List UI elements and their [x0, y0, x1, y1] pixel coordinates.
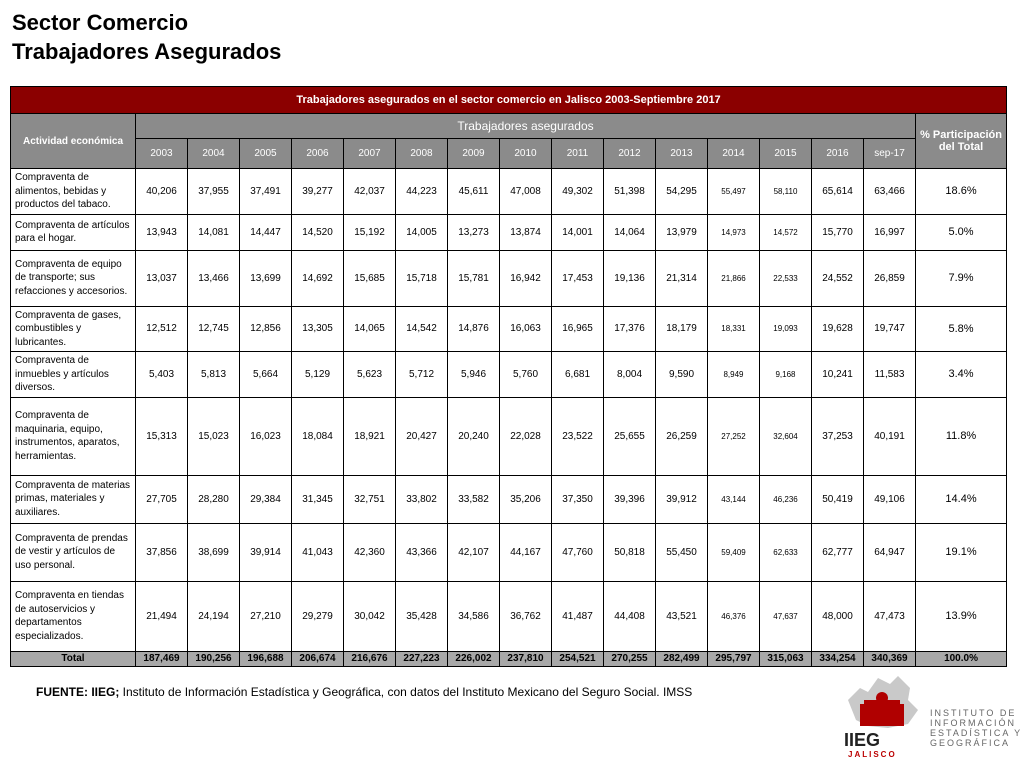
- value-cell: 46,376: [708, 581, 760, 651]
- header-group: Trabajadores asegurados: [136, 114, 916, 139]
- value-cell: 15,192: [344, 214, 396, 250]
- value-cell: 15,718: [396, 250, 448, 306]
- value-cell: 21,494: [136, 581, 188, 651]
- value-cell: 14,001: [552, 214, 604, 250]
- value-cell: 31,345: [292, 475, 344, 523]
- logo-text-line: INSTITUTO DE: [930, 708, 1017, 718]
- logo-text: [930, 708, 1022, 748]
- value-cell: 43,521: [656, 581, 708, 651]
- value-cell: 37,955: [188, 169, 240, 215]
- value-cell: 59,409: [708, 523, 760, 581]
- value-cell: 17,376: [604, 306, 656, 352]
- value-cell: 18,084: [292, 397, 344, 475]
- value-cell: 27,705: [136, 475, 188, 523]
- value-cell: 50,419: [812, 475, 864, 523]
- title-line-1: Sector Comercio: [12, 10, 189, 35]
- source-label: FUENTE: IIEG;: [36, 685, 120, 699]
- value-cell: 14,572: [760, 214, 812, 250]
- value-cell: 30,042: [344, 581, 396, 651]
- value-cell: 22,028: [500, 397, 552, 475]
- value-cell: 8,949: [708, 352, 760, 398]
- year-header: 2010: [500, 139, 552, 169]
- value-cell: 21,866: [708, 250, 760, 306]
- logo-name: IIEG: [844, 730, 881, 750]
- value-cell: 33,802: [396, 475, 448, 523]
- value-cell: 5,129: [292, 352, 344, 398]
- value-cell: 5,813: [188, 352, 240, 398]
- total-value-cell: 254,521: [552, 651, 604, 666]
- year-header: 2013: [656, 139, 708, 169]
- value-cell: 44,223: [396, 169, 448, 215]
- year-header: 2008: [396, 139, 448, 169]
- value-cell: 37,350: [552, 475, 604, 523]
- value-cell: 13,305: [292, 306, 344, 352]
- table-row: [11, 475, 1007, 523]
- activity-label: Compraventa de equipo de transporte; sus refacciones y accesorios.: [11, 250, 136, 306]
- year-header: 2006: [292, 139, 344, 169]
- activity-label: Compraventa de gases, combustibles y lubricantes.: [11, 306, 136, 352]
- header-years-row: [11, 139, 1007, 169]
- activity-label: Compraventa en tiendas de autoservicios y departamentos especializados.: [11, 581, 136, 651]
- value-cell: 5,623: [344, 352, 396, 398]
- table-row: [11, 523, 1007, 581]
- value-cell: 33,582: [448, 475, 500, 523]
- value-cell: 21,314: [656, 250, 708, 306]
- jalisco-map-icon: [838, 670, 928, 732]
- value-cell: 23,522: [552, 397, 604, 475]
- total-value-cell: 315,063: [760, 651, 812, 666]
- value-cell: 28,280: [188, 475, 240, 523]
- value-cell: 19,136: [604, 250, 656, 306]
- value-cell: 24,194: [188, 581, 240, 651]
- value-cell: 49,106: [864, 475, 916, 523]
- value-cell: 27,210: [240, 581, 292, 651]
- value-cell: 15,685: [344, 250, 396, 306]
- value-cell: 18,921: [344, 397, 396, 475]
- value-cell: 51,398: [604, 169, 656, 215]
- page-title: [12, 8, 281, 66]
- total-value-cell: 282,499: [656, 651, 708, 666]
- table-row: [11, 214, 1007, 250]
- value-cell: 41,487: [552, 581, 604, 651]
- value-cell: 22,533: [760, 250, 812, 306]
- activity-label: Compraventa de inmuebles y artículos diversos.: [11, 352, 136, 398]
- value-cell: 5,712: [396, 352, 448, 398]
- value-cell: 24,552: [812, 250, 864, 306]
- value-cell: 32,751: [344, 475, 396, 523]
- table-body: [11, 169, 1007, 667]
- value-cell: 15,770: [812, 214, 864, 250]
- value-cell: 65,614: [812, 169, 864, 215]
- value-cell: 16,965: [552, 306, 604, 352]
- value-cell: 35,206: [500, 475, 552, 523]
- value-cell: 6,681: [552, 352, 604, 398]
- activity-label: Compraventa de artículos para el hogar.: [11, 214, 136, 250]
- total-label: Total: [11, 651, 136, 666]
- year-header: sep-17: [864, 139, 916, 169]
- value-cell: 42,360: [344, 523, 396, 581]
- value-cell: 36,762: [500, 581, 552, 651]
- value-cell: 10,241: [812, 352, 864, 398]
- table-caption: Trabajadores asegurados en el sector comercio en Jalisco 2003-Septiembre 2017: [11, 87, 1007, 114]
- year-header: 2016: [812, 139, 864, 169]
- value-cell: 13,699: [240, 250, 292, 306]
- value-cell: 17,453: [552, 250, 604, 306]
- value-cell: 37,253: [812, 397, 864, 475]
- value-cell: 16,023: [240, 397, 292, 475]
- percentage-cell: 5.0%: [916, 214, 1007, 250]
- total-value-cell: 227,223: [396, 651, 448, 666]
- value-cell: 39,396: [604, 475, 656, 523]
- value-cell: 19,628: [812, 306, 864, 352]
- value-cell: 18,179: [656, 306, 708, 352]
- value-cell: 48,000: [812, 581, 864, 651]
- value-cell: 8,004: [604, 352, 656, 398]
- value-cell: 5,664: [240, 352, 292, 398]
- activity-label: Compraventa de maquinaria, equipo, instrumentos, aparatos, herramientas.: [11, 397, 136, 475]
- table-row: [11, 581, 1007, 651]
- value-cell: 27,252: [708, 397, 760, 475]
- value-cell: 14,447: [240, 214, 292, 250]
- header-percentage: % Participación del Total: [916, 114, 1007, 169]
- iieg-logo: [834, 668, 1024, 768]
- value-cell: 43,366: [396, 523, 448, 581]
- value-cell: 26,259: [656, 397, 708, 475]
- value-cell: 16,063: [500, 306, 552, 352]
- value-cell: 54,295: [656, 169, 708, 215]
- total-value-cell: 340,369: [864, 651, 916, 666]
- title-line-2: Trabajadores Asegurados: [12, 39, 282, 64]
- value-cell: 44,167: [500, 523, 552, 581]
- value-cell: 29,279: [292, 581, 344, 651]
- value-cell: 15,781: [448, 250, 500, 306]
- header-activity: Actividad económica: [11, 114, 136, 169]
- total-value-cell: 334,254: [812, 651, 864, 666]
- value-cell: 12,856: [240, 306, 292, 352]
- logo-sub: JALISCO: [848, 750, 897, 759]
- value-cell: 9,168: [760, 352, 812, 398]
- value-cell: 15,313: [136, 397, 188, 475]
- data-table-container: [10, 86, 1006, 667]
- logo-text-line: GEOGRÁFICA: [930, 738, 1011, 748]
- percentage-cell: 14.4%: [916, 475, 1007, 523]
- value-cell: 45,611: [448, 169, 500, 215]
- year-header: 2014: [708, 139, 760, 169]
- value-cell: 29,384: [240, 475, 292, 523]
- value-cell: 38,699: [188, 523, 240, 581]
- total-percentage-cell: 100.0%: [916, 651, 1007, 666]
- value-cell: 39,912: [656, 475, 708, 523]
- value-cell: 13,979: [656, 214, 708, 250]
- total-value-cell: 216,676: [344, 651, 396, 666]
- total-value-cell: 226,002: [448, 651, 500, 666]
- value-cell: 40,206: [136, 169, 188, 215]
- value-cell: 39,277: [292, 169, 344, 215]
- value-cell: 64,947: [864, 523, 916, 581]
- value-cell: 16,942: [500, 250, 552, 306]
- value-cell: 13,466: [188, 250, 240, 306]
- total-value-cell: 206,674: [292, 651, 344, 666]
- value-cell: 13,273: [448, 214, 500, 250]
- value-cell: 47,008: [500, 169, 552, 215]
- year-header: 2004: [188, 139, 240, 169]
- value-cell: 25,655: [604, 397, 656, 475]
- source-note: [36, 685, 692, 699]
- table-row: [11, 352, 1007, 398]
- total-value-cell: 196,688: [240, 651, 292, 666]
- value-cell: 14,876: [448, 306, 500, 352]
- total-value-cell: 295,797: [708, 651, 760, 666]
- value-cell: 47,637: [760, 581, 812, 651]
- value-cell: 47,760: [552, 523, 604, 581]
- total-value-cell: 237,810: [500, 651, 552, 666]
- value-cell: 62,777: [812, 523, 864, 581]
- value-cell: 20,427: [396, 397, 448, 475]
- value-cell: 9,590: [656, 352, 708, 398]
- value-cell: 14,520: [292, 214, 344, 250]
- value-cell: 14,005: [396, 214, 448, 250]
- value-cell: 18,331: [708, 306, 760, 352]
- value-cell: 44,408: [604, 581, 656, 651]
- value-cell: 55,497: [708, 169, 760, 215]
- value-cell: 14,081: [188, 214, 240, 250]
- value-cell: 12,745: [188, 306, 240, 352]
- value-cell: 62,633: [760, 523, 812, 581]
- logo-text-line: ESTADÍSTICA Y: [930, 728, 1023, 738]
- value-cell: 50,818: [604, 523, 656, 581]
- total-row: [11, 651, 1007, 666]
- value-cell: 46,236: [760, 475, 812, 523]
- total-value-cell: 187,469: [136, 651, 188, 666]
- value-cell: 14,692: [292, 250, 344, 306]
- value-cell: 19,747: [864, 306, 916, 352]
- table-row: [11, 397, 1007, 475]
- value-cell: 11,583: [864, 352, 916, 398]
- value-cell: 16,997: [864, 214, 916, 250]
- value-cell: 14,065: [344, 306, 396, 352]
- value-cell: 42,037: [344, 169, 396, 215]
- percentage-cell: 13.9%: [916, 581, 1007, 651]
- percentage-cell: 5.8%: [916, 306, 1007, 352]
- value-cell: 12,512: [136, 306, 188, 352]
- value-cell: 5,403: [136, 352, 188, 398]
- value-cell: 37,856: [136, 523, 188, 581]
- value-cell: 63,466: [864, 169, 916, 215]
- value-cell: 58,110: [760, 169, 812, 215]
- activity-label: Compraventa de alimentos, bebidas y productos del tabaco.: [11, 169, 136, 215]
- table-row: [11, 306, 1007, 352]
- value-cell: 14,542: [396, 306, 448, 352]
- table-row: [11, 169, 1007, 215]
- value-cell: 43,144: [708, 475, 760, 523]
- value-cell: 35,428: [396, 581, 448, 651]
- value-cell: 42,107: [448, 523, 500, 581]
- value-cell: 34,586: [448, 581, 500, 651]
- year-header: 2012: [604, 139, 656, 169]
- value-cell: 39,914: [240, 523, 292, 581]
- percentage-cell: 7.9%: [916, 250, 1007, 306]
- year-header: 2015: [760, 139, 812, 169]
- value-cell: 14,064: [604, 214, 656, 250]
- year-header: 2007: [344, 139, 396, 169]
- value-cell: 40,191: [864, 397, 916, 475]
- total-value-cell: 190,256: [188, 651, 240, 666]
- value-cell: 55,450: [656, 523, 708, 581]
- value-cell: 13,943: [136, 214, 188, 250]
- value-cell: 37,491: [240, 169, 292, 215]
- value-cell: 13,037: [136, 250, 188, 306]
- value-cell: 49,302: [552, 169, 604, 215]
- value-cell: 47,473: [864, 581, 916, 651]
- value-cell: 5,946: [448, 352, 500, 398]
- percentage-cell: 11.8%: [916, 397, 1007, 475]
- percentage-cell: 19.1%: [916, 523, 1007, 581]
- value-cell: 26,859: [864, 250, 916, 306]
- percentage-cell: 18.6%: [916, 169, 1007, 215]
- value-cell: 20,240: [448, 397, 500, 475]
- table-row: [11, 250, 1007, 306]
- value-cell: 15,023: [188, 397, 240, 475]
- data-table: [10, 86, 1007, 667]
- year-header: 2009: [448, 139, 500, 169]
- value-cell: 5,760: [500, 352, 552, 398]
- year-header: 2005: [240, 139, 292, 169]
- value-cell: 13,874: [500, 214, 552, 250]
- value-cell: 14,973: [708, 214, 760, 250]
- source-text: Instituto de Información Estadística y Geográfica, con datos del Instituto Mexicano del Seguro Social. IMSS: [119, 685, 693, 699]
- value-cell: 32,604: [760, 397, 812, 475]
- percentage-cell: 3.4%: [916, 352, 1007, 398]
- year-header: 2011: [552, 139, 604, 169]
- logo-text-line: INFORMACIÓN: [930, 718, 1016, 728]
- value-cell: 41,043: [292, 523, 344, 581]
- activity-label: Compraventa de prendas de vestir y artículos de uso personal.: [11, 523, 136, 581]
- year-header: 2003: [136, 139, 188, 169]
- value-cell: 19,093: [760, 306, 812, 352]
- activity-label: Compraventa de materias primas, materiales y auxiliares.: [11, 475, 136, 523]
- total-value-cell: 270,255: [604, 651, 656, 666]
